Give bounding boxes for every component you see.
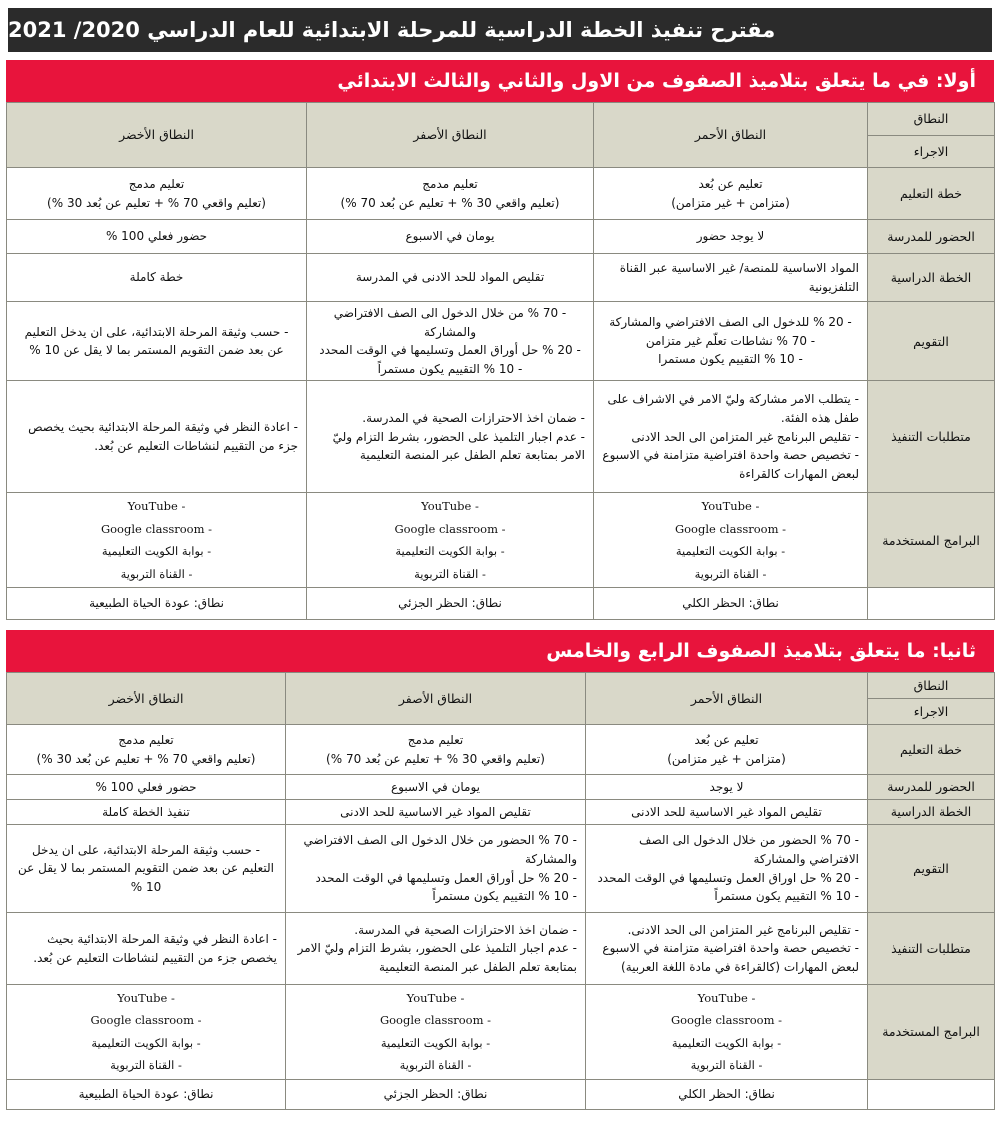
programs-cell-yellow: YouTube - Google classroom - - بوابة الكويت التعليمية - القناة التربوية (307, 493, 594, 588)
plan-cell-green: تعليم مدمج (تعليم واقعي 70 % + تعليم عن بُعد 30 %) (7, 725, 286, 775)
row-label-zone: النطاق (868, 673, 995, 699)
plan-cell-yellow: تعليم مدمج (تعليم واقعي 30 % + تعليم عن بُعد 70 %) (286, 725, 586, 775)
plan-cell-green: تعليم مدمج (تعليم واقعي 70 % + تعليم عن بُعد 30 %) (7, 168, 307, 220)
column-header-yellow: النطاق الأصفر (286, 673, 586, 725)
row-label-zone: النطاق (868, 103, 995, 136)
plan-table (6, 102, 995, 620)
plan-cell-red: تعليم عن بُعد (متزامن + غير متزامن) (594, 168, 868, 220)
requirements-cell-green: - اعادة النظر في وثيقة المرحلة الابتدائية بحيث يخصص جزء من التقييم لنشاطات التعليم عن بُعد. (7, 381, 307, 493)
study-plan-cell-red: المواد الاساسية للمنصة/ غير الاساسية عبر القناة التلفزيونية (594, 254, 868, 302)
row-label-requirements: متطلبات التنفيذ (868, 381, 995, 493)
section-heading: ثانيا: ما يتعلق بتلاميذ الصفوف الرابع والخامس (6, 630, 994, 672)
column-header-red: النطاق الأحمر (594, 103, 868, 168)
assessment-cell-green: - حسب وثيقة المرحلة الابتدائية، على ان يدخل التعليم عن بعد ضمن التقويم المستمر بما لا يقل عن 10 % (7, 825, 286, 913)
programs-cell-yellow: YouTube - Google classroom - - بوابة الكويت التعليمية - القناة التربوية (286, 985, 586, 1080)
attendance-cell-green: حضور فعلي 100 % (7, 220, 307, 254)
section-heading: أولا: في ما يتعلق بتلاميذ الصفوف من الاول والثاني والثالث الابتدائي (6, 60, 994, 102)
attendance-cell-green: حضور فعلي 100 % (7, 775, 286, 800)
attendance-cell-yellow: يومان في الاسبوع (286, 775, 586, 800)
section-grades-4-5 (6, 630, 994, 1110)
row-label-plan: خطة التعليم (868, 725, 995, 775)
plan-cell-yellow: تعليم مدمج (تعليم واقعي 30 % + تعليم عن بُعد 70 %) (307, 168, 594, 220)
row-label-procedure: الاجراء (868, 136, 995, 168)
footer-cell-green: نطاق: عودة الحياة الطبيعية (7, 1079, 286, 1109)
row-label-requirements: متطلبات التنفيذ (868, 913, 995, 985)
study-plan-cell-red: تقليص المواد غير الاساسية للحد الادنى (586, 800, 868, 825)
assessment-cell-yellow: - 70 % الحضور من خلال الدخول الى الصف الافتراضي والمشاركة - 20 % حل أوراق العمل وتسليمها في الوقت المحدد - 10 % التقييم يكون مستمراً (286, 825, 586, 913)
attendance-cell-red: لا يوجد (586, 775, 868, 800)
attendance-cell-red: لا يوجد حضور (594, 220, 868, 254)
programs-cell-red: YouTube - Google classroom - - بوابة الكويت التعليمية - القناة التربوية (594, 493, 868, 588)
requirements-cell-yellow: - ضمان اخذ الاحترازات الصحية في المدرسة. - عدم اجبار التلميذ على الحضور، بشرط التزام وليّ الامر بمتابعة تعلم الطفل عبر المنصة التعليمية (307, 381, 594, 493)
footer-cell-yellow: نطاق: الحظر الجزئي (307, 588, 594, 620)
row-label-attendance: الحضور للمدرسة (868, 220, 995, 254)
column-header-green: النطاق الأخضر (7, 673, 286, 725)
programs-cell-green: YouTube - Google classroom - - بوابة الكويت التعليمية - القناة التربوية (7, 985, 286, 1080)
programs-cell-red: YouTube - Google classroom - - بوابة الكويت التعليمية - القناة التربوية (586, 985, 868, 1080)
row-label-plan: خطة التعليم (868, 168, 995, 220)
row-label-programs: البرامج المستخدمة (868, 985, 995, 1080)
study-plan-cell-green: تنفيذ الخطة كاملة (7, 800, 286, 825)
plan-table (6, 672, 995, 1110)
assessment-cell-green: - حسب وثيقة المرحلة الابتدائية، على ان يدخل التعليم عن بعد ضمن التقويم المستمر بما لا يقل عن 10 % (7, 302, 307, 381)
assessment-cell-yellow: - 70 % من خلال الدخول الى الصف الافتراضي والمشاركة - 20 % حل أوراق العمل وتسليمها في الوقت المحدد - 10 % التقييم يكون مستمراً (307, 302, 594, 381)
assessment-cell-red: - 20 % للدخول الى الصف الافتراضي والمشاركة - 70 % نشاطات تعلّم غير متزامن - 10 % التقييم يكون مستمرا (594, 302, 868, 381)
requirements-cell-yellow: - ضمان اخذ الاحترازات الصحية في المدرسة. - عدم اجبار التلميذ على الحضور، بشرط التزام وليّ الامر بمتابعة تعلم الطفل عبر المنصة التعليمية (286, 913, 586, 985)
requirements-cell-green: - اعادة النظر في وثيقة المرحلة الابتدائية بحيث يخصص جزء من التقييم لنشاطات التعليم عن بُعد. (7, 913, 286, 985)
column-header-green: النطاق الأخضر (7, 103, 307, 168)
assessment-cell-red: - 70 % الحضور من خلال الدخول الى الصف الافتراضي والمشاركة - 20 % حل اوراق العمل وتسليمها في الوقت المحدد - 10 % التقييم يكون مستمراً (586, 825, 868, 913)
section-grades-1-3 (6, 60, 994, 620)
footer-cell-red: نطاق: الحظر الكلي (594, 588, 868, 620)
blank-cell (868, 1079, 995, 1109)
row-label-attendance: الحضور للمدرسة (868, 775, 995, 800)
column-header-red: النطاق الأحمر (586, 673, 868, 725)
study-plan-cell-yellow: تقليص المواد غير الاساسية للحد الادنى (286, 800, 586, 825)
requirements-cell-red: - تقليص البرنامج غير المتزامن الى الحد الادنى. - تخصيص حصة واحدة افتراضية متزامنة في الاسبوع لبعض المهارات (كالقراءة في مادة اللغة العربية) (586, 913, 868, 985)
plan-cell-red: تعليم عن بُعد (متزامن + غير متزامن) (586, 725, 868, 775)
row-label-assessment: التقويم (868, 302, 995, 381)
requirements-cell-red: - يتطلب الامر مشاركة وليّ الامر في الاشراف على طفل هذه الفئة. - تقليص البرنامج غير المتزامن الى الحد الادنى - تخصيص حصة واحدة افتراضية متزامنة في الاسبوع لبعض المهارات كالقراءة (594, 381, 868, 493)
footer-cell-green: نطاق: عودة الحياة الطبيعية (7, 588, 307, 620)
study-plan-cell-yellow: تقليص المواد للحد الادنى في المدرسة (307, 254, 594, 302)
row-label-study-plan: الخطة الدراسية (868, 254, 995, 302)
footer-cell-red: نطاق: الحظر الكلي (586, 1079, 868, 1109)
attendance-cell-yellow: يومان في الاسبوع (307, 220, 594, 254)
row-label-programs: البرامج المستخدمة (868, 493, 995, 588)
row-label-procedure: الاجراء (868, 699, 995, 725)
document-title: مقترح تنفيذ الخطة الدراسية للمرحلة الابتدائية للعام الدراسي 2020/ 2021 (8, 8, 992, 52)
study-plan-cell-green: خطة كاملة (7, 254, 307, 302)
programs-cell-green: YouTube - Google classroom - - بوابة الكويت التعليمية - القناة التربوية (7, 493, 307, 588)
row-label-assessment: التقويم (868, 825, 995, 913)
row-label-study-plan: الخطة الدراسية (868, 800, 995, 825)
column-header-yellow: النطاق الأصفر (307, 103, 594, 168)
footer-cell-yellow: نطاق: الحظر الجزئي (286, 1079, 586, 1109)
blank-cell (868, 588, 995, 620)
